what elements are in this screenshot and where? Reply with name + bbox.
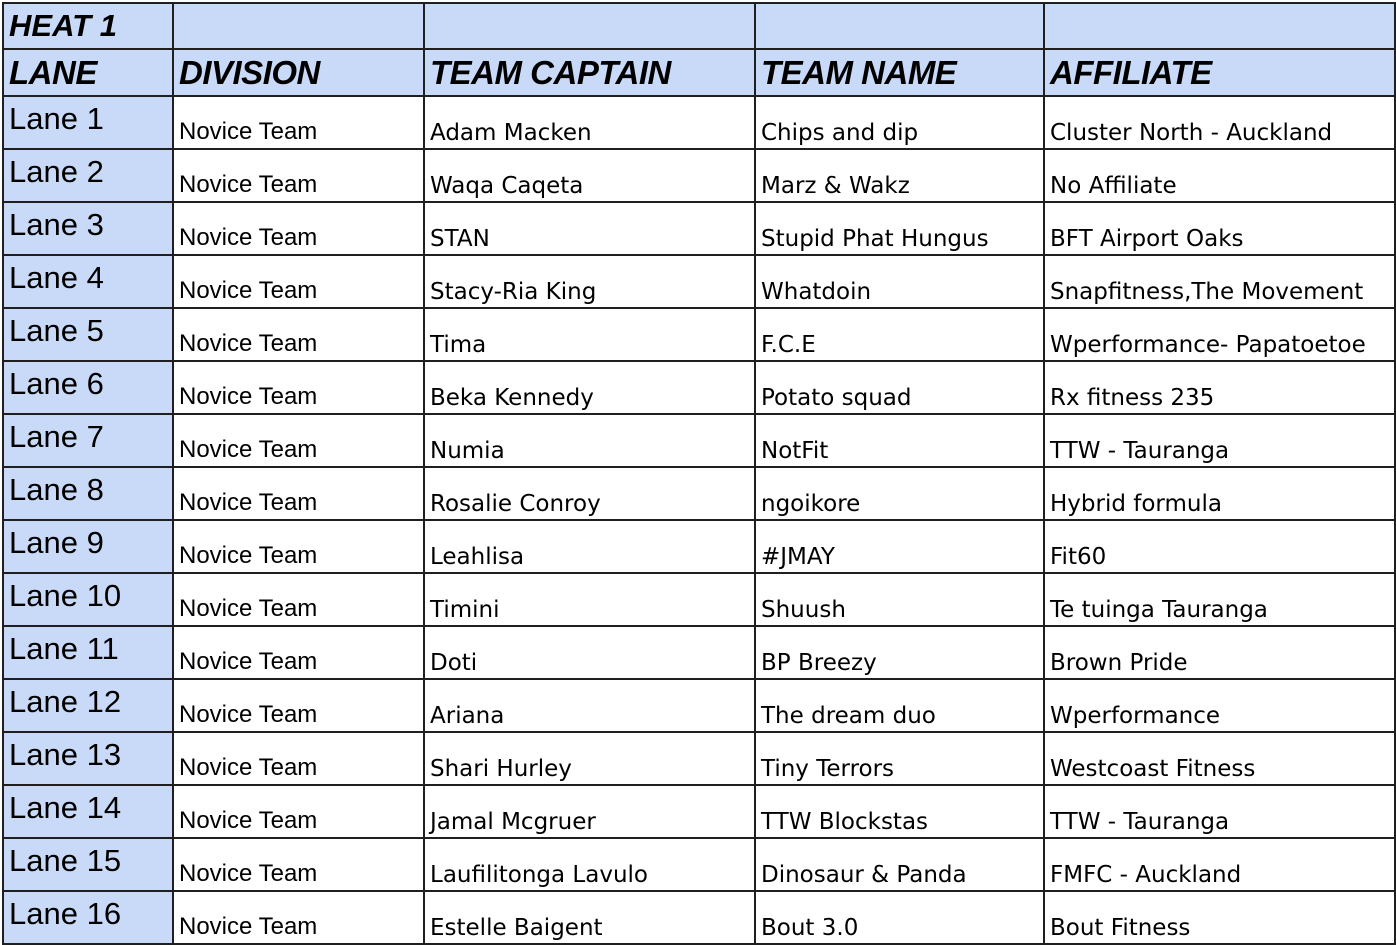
lane-cell[interactable]: Lane 9 [3, 520, 173, 573]
table-row [3, 626, 1395, 679]
table-row [3, 202, 1395, 255]
lane-cell[interactable]: Lane 11 [3, 626, 173, 679]
table-row [3, 255, 1395, 308]
division-cell[interactable]: Novice Team [173, 96, 424, 149]
team-captain-cell[interactable]: Timini [424, 573, 755, 626]
team-captain-cell[interactable]: Leahlisa [424, 520, 755, 573]
division-cell[interactable]: Novice Team [173, 679, 424, 732]
affiliate-cell[interactable]: Hybrid formula [1044, 467, 1395, 520]
lane-cell[interactable]: Lane 14 [3, 785, 173, 838]
lane-cell[interactable]: Lane 12 [3, 679, 173, 732]
heat-lane-table [2, 2, 1396, 945]
table-row [3, 361, 1395, 414]
table-row [3, 96, 1395, 149]
team-captain-cell[interactable]: Tima [424, 308, 755, 361]
team-name-cell[interactable]: Tiny Terrors [755, 732, 1044, 785]
affiliate-cell[interactable]: Cluster North - Auckland [1044, 96, 1395, 149]
lane-cell[interactable]: Lane 8 [3, 467, 173, 520]
table-row [3, 520, 1395, 573]
lane-cell[interactable]: Lane 7 [3, 414, 173, 467]
division-cell[interactable]: Novice Team [173, 414, 424, 467]
affiliate-cell[interactable]: TTW - Tauranga [1044, 785, 1395, 838]
lane-cell[interactable]: Lane 3 [3, 202, 173, 255]
team-name-cell[interactable]: Bout 3.0 [755, 891, 1044, 944]
table-row [3, 467, 1395, 520]
division-cell[interactable]: Novice Team [173, 838, 424, 891]
table-row [3, 732, 1395, 785]
lane-cell[interactable]: Lane 15 [3, 838, 173, 891]
affiliate-cell[interactable]: Bout Fitness [1044, 891, 1395, 944]
team-name-cell[interactable]: Chips and dip [755, 96, 1044, 149]
lane-cell[interactable]: Lane 2 [3, 149, 173, 202]
column-header-team-captain[interactable]: TEAM CAPTAIN [424, 49, 755, 96]
team-name-cell[interactable]: Shuush [755, 573, 1044, 626]
team-name-cell[interactable]: Whatdoin [755, 255, 1044, 308]
team-name-cell[interactable]: The dream duo [755, 679, 1044, 732]
team-captain-cell[interactable]: STAN [424, 202, 755, 255]
affiliate-cell[interactable]: Fit60 [1044, 520, 1395, 573]
table-row [3, 891, 1395, 944]
affiliate-cell[interactable]: No Affiliate [1044, 149, 1395, 202]
team-name-cell[interactable]: Dinosaur & Panda [755, 838, 1044, 891]
affiliate-cell[interactable]: Rx fitness 235 [1044, 361, 1395, 414]
lane-cell[interactable]: Lane 5 [3, 308, 173, 361]
table-row [3, 573, 1395, 626]
empty-cell[interactable] [1044, 3, 1395, 49]
team-captain-cell[interactable]: Laufilitonga Lavulo [424, 838, 755, 891]
affiliate-cell[interactable]: Wperformance- Papatoetoe [1044, 308, 1395, 361]
lane-cell[interactable]: Lane 4 [3, 255, 173, 308]
team-captain-cell[interactable]: Doti [424, 626, 755, 679]
division-cell[interactable]: Novice Team [173, 361, 424, 414]
team-captain-cell[interactable]: Rosalie Conroy [424, 467, 755, 520]
affiliate-cell[interactable]: Westcoast Fitness [1044, 732, 1395, 785]
team-captain-cell[interactable]: Shari Hurley [424, 732, 755, 785]
column-header-lane[interactable]: LANE [3, 49, 173, 96]
division-cell[interactable]: Novice Team [173, 785, 424, 838]
column-header-team-name[interactable]: TEAM NAME [755, 49, 1044, 96]
team-name-cell[interactable]: TTW Blockstas [755, 785, 1044, 838]
team-name-cell[interactable]: Potato squad [755, 361, 1044, 414]
division-cell[interactable]: Novice Team [173, 573, 424, 626]
heat-title-cell[interactable]: HEAT 1 [3, 3, 173, 49]
division-cell[interactable]: Novice Team [173, 520, 424, 573]
lane-cell[interactable]: Lane 6 [3, 361, 173, 414]
column-header-row [3, 49, 1395, 96]
team-name-cell[interactable]: Marz & Wakz [755, 149, 1044, 202]
table-row [3, 149, 1395, 202]
table-row [3, 838, 1395, 891]
lane-cell[interactable]: Lane 16 [3, 891, 173, 944]
team-captain-cell[interactable]: Ariana [424, 679, 755, 732]
empty-cell[interactable] [755, 3, 1044, 49]
affiliate-cell[interactable]: Te tuinga Tauranga [1044, 573, 1395, 626]
team-name-cell[interactable]: BP Breezy [755, 626, 1044, 679]
team-captain-cell[interactable]: Numia [424, 414, 755, 467]
table-row [3, 414, 1395, 467]
affiliate-cell[interactable]: BFT Airport Oaks [1044, 202, 1395, 255]
affiliate-cell[interactable]: TTW - Tauranga [1044, 414, 1395, 467]
lane-cell[interactable]: Lane 1 [3, 96, 173, 149]
team-name-cell[interactable]: ngoikore [755, 467, 1044, 520]
team-captain-cell[interactable]: Estelle Baigent [424, 891, 755, 944]
team-captain-cell[interactable]: Adam Macken [424, 96, 755, 149]
team-captain-cell[interactable]: Jamal Mcgruer [424, 785, 755, 838]
division-cell[interactable]: Novice Team [173, 149, 424, 202]
team-name-cell[interactable]: F.C.E [755, 308, 1044, 361]
lane-cell[interactable]: Lane 13 [3, 732, 173, 785]
team-captain-cell[interactable]: Waqa Caqeta [424, 149, 755, 202]
affiliate-cell[interactable]: Wperformance [1044, 679, 1395, 732]
table-row [3, 785, 1395, 838]
division-cell[interactable]: Novice Team [173, 202, 424, 255]
division-cell[interactable]: Novice Team [173, 891, 424, 944]
column-header-affiliate[interactable]: AFFILIATE [1044, 49, 1395, 96]
affiliate-cell[interactable]: Brown Pride [1044, 626, 1395, 679]
heat-title-row [3, 3, 1395, 49]
table-row [3, 308, 1395, 361]
team-name-cell[interactable]: Stupid Phat Hungus [755, 202, 1044, 255]
division-cell[interactable]: Novice Team [173, 626, 424, 679]
column-header-division[interactable]: DIVISION [173, 49, 424, 96]
team-captain-cell[interactable]: Beka Kennedy [424, 361, 755, 414]
team-name-cell[interactable]: NotFit [755, 414, 1044, 467]
table-row [3, 679, 1395, 732]
team-captain-cell[interactable]: Stacy-Ria King [424, 255, 755, 308]
division-cell[interactable]: Novice Team [173, 308, 424, 361]
affiliate-cell[interactable]: FMFC - Auckland [1044, 838, 1395, 891]
affiliate-cell[interactable]: Snapfitness,The Movement [1044, 255, 1395, 308]
empty-cell[interactable] [424, 3, 755, 49]
division-cell[interactable]: Novice Team [173, 467, 424, 520]
division-cell[interactable]: Novice Team [173, 255, 424, 308]
empty-cell[interactable] [173, 3, 424, 49]
team-name-cell[interactable]: #JMAY [755, 520, 1044, 573]
lane-cell[interactable]: Lane 10 [3, 573, 173, 626]
division-cell[interactable]: Novice Team [173, 732, 424, 785]
